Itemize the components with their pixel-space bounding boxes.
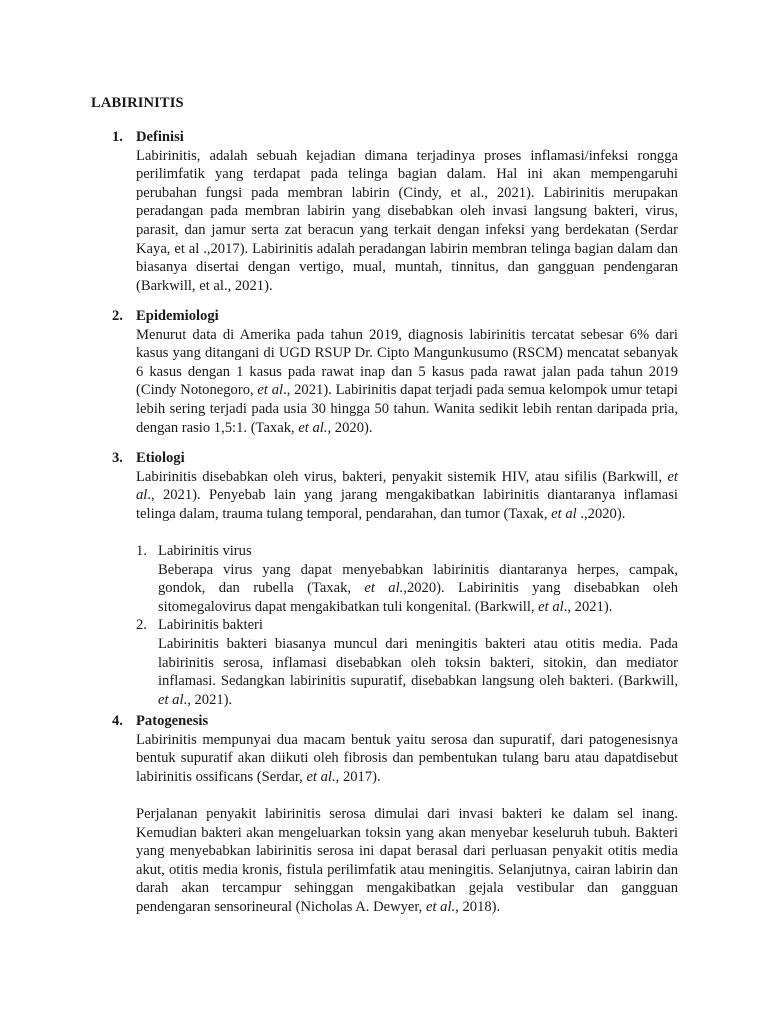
- section-heading: [112, 712, 678, 731]
- list-item-text: Beberapa virus yang dapat menyebabkan labirinitis diantaranya herpes, campak, gondok, dan rubella (Taxak, et al.,2020). Labirinitis yang disebabkan oleh sitomegalovirus dapat mengakibatkan tuli kongenital. (Barkwill, et al., 2021).: [158, 561, 678, 615]
- etiologi-sublist: [112, 542, 678, 709]
- section-number: 4.: [112, 713, 123, 729]
- section-epidemiologi: [112, 307, 678, 437]
- section-title: Definisi: [136, 129, 184, 145]
- list-item-title: Labirinitis virus: [158, 542, 252, 559]
- section-number: 2.: [112, 308, 123, 324]
- section-heading: [112, 307, 678, 326]
- list-item-text: Labirinitis bakteri biasanya muncul dari meningitis bakteri atau otitis media. Pada labirinitis serosa, inflamasi disebabkan oleh toksin bakteri, sitokin, dan mediator inflamasi. Sedangkan labirinitis supuratif, disebabkan langsung oleh bakteri. (Barkwill, et al., 2021).: [158, 635, 678, 708]
- section-title: Patogenesis: [136, 713, 209, 729]
- paragraph: Labirinitis disebabkan oleh virus, bakteri, penyakit sistemik HIV, atau sifilis (Barkwill, et al., 2021). Penyebab lain yang jarang mengakibatkan labirinitis diantaranya inflamasi telinga dalam, trauma tulang temporal, pendarahan, dan tumor (Taxak, et al .,2020).: [136, 468, 678, 522]
- section-heading: [112, 128, 678, 147]
- list-item-number: 1.: [136, 542, 147, 559]
- paragraph: Labirinitis, adalah sebuah kejadian dimana terjadinya proses inflamasi/infeksi rongga perilimfatik yang terdapat pada telinga bagian dalam. Hal ini akan mempengaruhi perubahan fungsi pada membran labirin (Cindy, et al., 2021). Labirinitis merupakan peradangan pada membran labirin yang disebabkan oleh invasi langsung bakteri, virus, parasit, dan jamur serta zat beracun yang terkait dengan infeksi yang berdekatan (Serdar Kaya, et al .,2017). Labirinitis adalah peradangan labirin membran telinga bagian dalam dan biasanya disertai dengan vertigo, mual, muntah, tinnitus, dan gangguan pendengaran (Barkwill, et al., 2021).: [136, 147, 678, 294]
- document-title: LABIRINITIS: [91, 95, 184, 111]
- paragraph: Labirinitis mempunyai dua macam bentuk yaitu serosa dan supuratif, dari patogenesisnya bentuk supuratif akan diikuti oleh fibrosis dan pembentukan tulang baru atau dapatdisebut labirinitis ossificans (Serdar, et al., 2017).: [136, 731, 678, 785]
- section-etiologi: [112, 449, 678, 709]
- section-heading: [112, 449, 678, 468]
- section-title: Epidemiologi: [136, 308, 219, 324]
- paragraph: Perjalanan penyakit labirinitis serosa dimulai dari invasi bakteri ke dalam sel inang. Kemudian bakteri akan mengeluarkan toksin yang akan menyebar keseluruh tubuh. Bakteri yang menyebabkan labirinitis serosa ini dapat berasal dari perluasan penyakit otitis media akut, otitis media kronis, fistula perilimfatik atau meningitis. Selanjutnya, cairan labirin dan darah akan tercampur sehinggan mengakibatkan gejala vestibular dan gangguan pendengaran sensorineural (Nicholas A. Dewyer, et al., 2018).: [136, 805, 678, 915]
- section-patogenesis: [112, 712, 678, 917]
- paragraph: Menurut data di Amerika pada tahun 2019, diagnosis labirinitis tercatat sebesar 6% dari kasus yang ditangani di UGD RSUP Dr. Cipto Mangunkusumo (RSCM) mencatat sebanyak 6 kasus dengan 1 kasus pada rawat inap dan 5 kasus pada rawat jalan pada tahun 2019 (Cindy Notonegoro, et al., 2021). Labirinitis dapat terjadi pada semua kelompok umur tetapi lebih sering terjadi pada usia 30 hingga 50 tahun. Wanita sedikit lebih rentan daripada pria, dengan rasio 1,5:1. (Taxak, et al., 2020).: [136, 326, 678, 436]
- list-item-number: 2.: [136, 617, 147, 634]
- list-item: [136, 616, 678, 709]
- section-number: 3.: [112, 450, 123, 466]
- section-number: 1.: [112, 129, 123, 145]
- section-definisi: [112, 128, 678, 295]
- list-item-title: Labirinitis bakteri: [158, 617, 263, 634]
- list-item: [136, 542, 678, 616]
- section-title: Etiologi: [136, 450, 185, 466]
